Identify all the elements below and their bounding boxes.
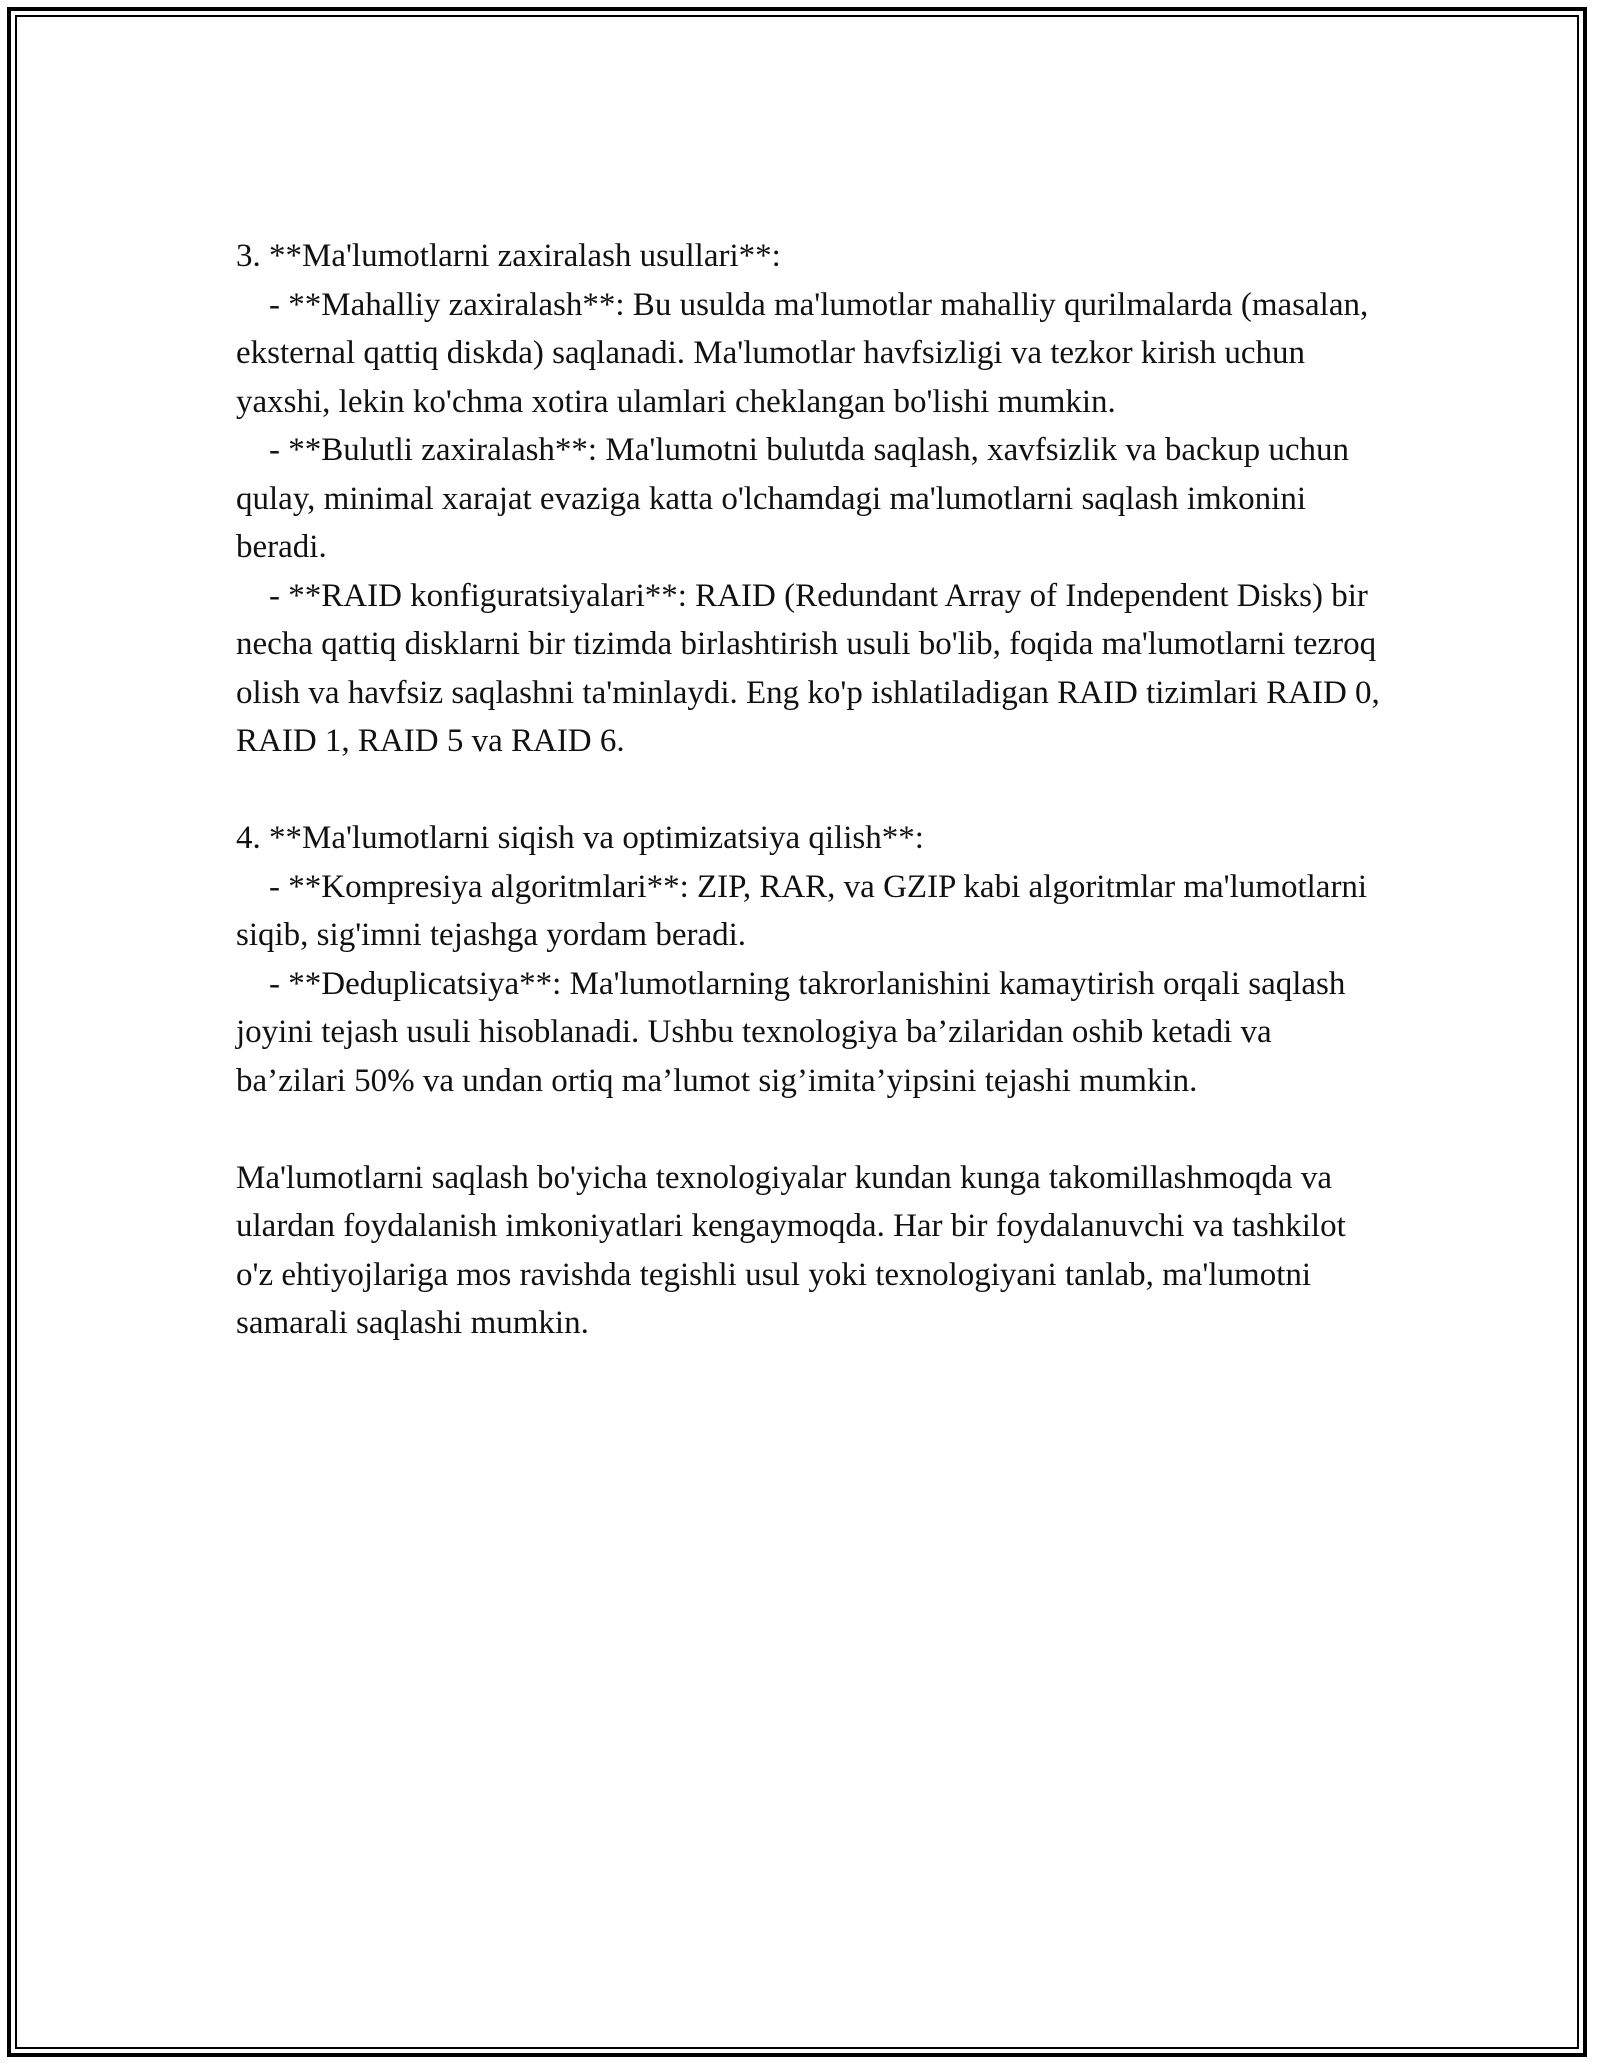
section-3-item-raid: - **RAID konfiguratsiyalari**: RAID (Redundant Array of Independent Disks) bir necha qattiq disklarni bir tizimda birlashtirish usuli bo'lib, foqida ma'lumotlarni tezroq olish va havfsiz saqlashni ta'minlaydi. Eng ko'p ishlatiladigan RAID tizimlari RAID 0, RAID 1, RAID 5 va RAID 6. — [236, 577, 1389, 759]
section-4-heading: 4. **Ma'lumotlarni siqish va optimizatsiya qilish**: — [236, 820, 924, 856]
document-body — [236, 232, 1389, 1348]
section-3-item-cloud-backup: - **Bulutli zaxiralash**: Ma'lumotni bulutda saqlash, xavfsizlik va backup uchun qulay, minimal xarajat evaziga katta o'lchamdagi ma'lumotlarni saqlash imkonini beradi. — [236, 432, 1358, 565]
section-4-item-deduplication: - **Deduplicatsiya**: Ma'lumotlarning takrorlanishini kamaytirish orqali saqlash joyini tejash usuli hisoblanadi. Ushbu texnologiya ba’zilaridan oshib ketadi va ba’zilari 50% va undan ortiq ma’lumot sig’imita’yipsini tejashi mumkin. — [236, 965, 1354, 1099]
paragraph-gap — [236, 766, 1386, 815]
section-3-item-local-backup: - **Mahalliy zaxiralash**: Bu usulda ma'lumotlar mahalliy qurilmalarda (masalan, eksternal qattiq diskda) saqlanadi. Ma'lumotlar havfsizligi va tezkor kirish uchun yaxshi, lekin ko'chma xotira ulamlari cheklangan bo'lishi mumkin. — [236, 286, 1377, 420]
section-4-item-compression: - **Kompresiya algoritmlari**: ZIP, RAR, va GZIP kabi algoritmlar ma'lumotlarni siqib, sig'imni tejashga yordam beradi. — [236, 868, 1376, 953]
paragraph-gap — [236, 1105, 1386, 1154]
section-3-heading: 3. **Ma'lumotlarni zaxiralash usullari**: — [236, 238, 781, 274]
conclusion-paragraph: Ma'lumotlarni saqlash bo'yicha texnologiyalar kundan kunga takomillashmoqda va ulardan foydalanish imkoniyatlari kengaymoqda. Har bir foydalanuvchi va tashkilot o'z ehtiyojlariga mos ravishda tegishli usul yoki texnologiyani tanlab, ma'lumotni samarali saqlashi mumkin. — [236, 1159, 1355, 1341]
